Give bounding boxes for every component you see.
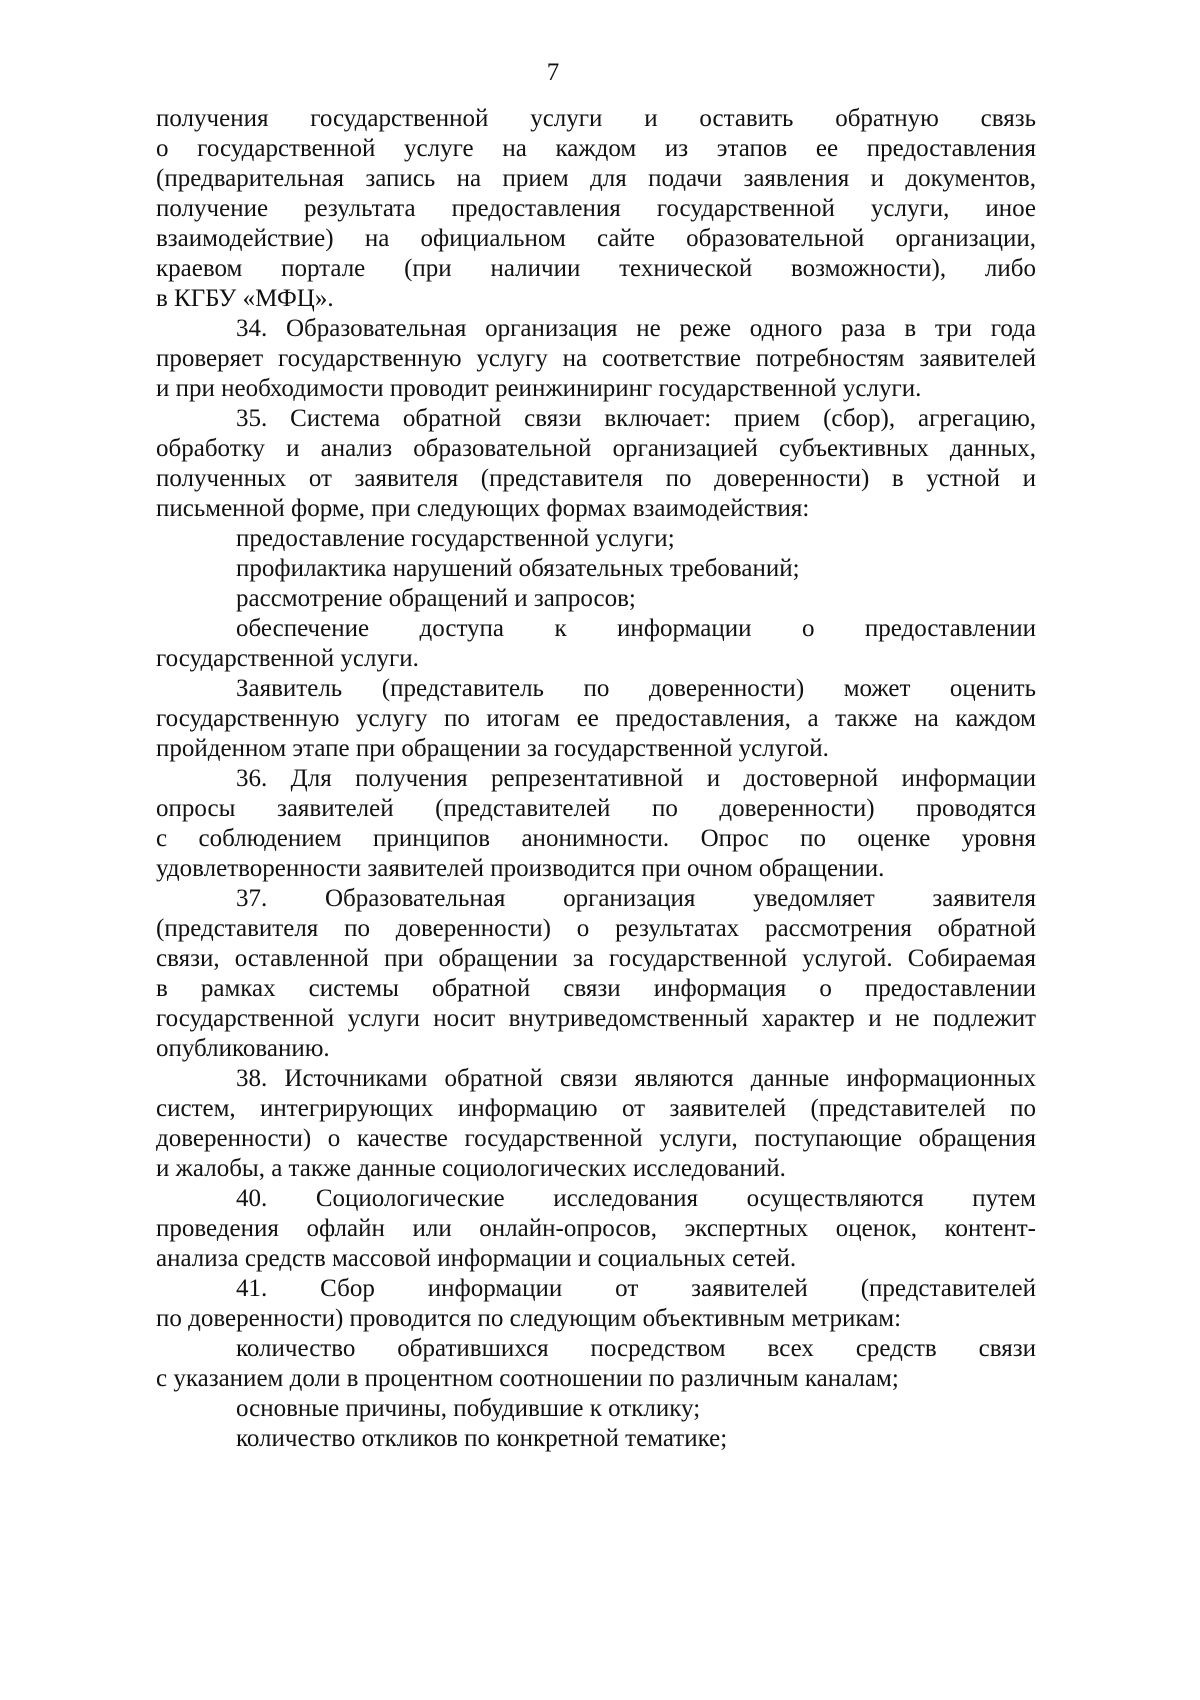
- text-line: с указанием доли в процентном соотношении по различным каналам;: [156, 1365, 899, 1392]
- text-line: количество обратившихся посредством всех средств связи: [236, 1335, 1036, 1362]
- text-line: взаимодействие) на официальном сайте образовательной организации,: [156, 225, 1036, 252]
- text-line: краевом портале (при наличии технической возможности), либо: [156, 255, 1036, 282]
- text-line: удовлетворенности заявителей производится при очном обращении.: [156, 855, 885, 882]
- text-line: опросы заявителей (представителей по доверенности) проводятся: [156, 795, 1036, 822]
- text-line: 38. Источниками обратной связи являются данные информационных: [236, 1065, 1036, 1092]
- text-line: (представителя по доверенности) о результатах рассмотрения обратной: [156, 915, 1036, 942]
- body-text: [156, 104, 1036, 1454]
- text-line: пройденном этапе при обращении за государственной услугой.: [156, 735, 829, 762]
- text-line: государственной услуги.: [156, 645, 419, 672]
- text-line: в КГБУ «МФЦ».: [156, 285, 334, 312]
- text-line: получения государственной услуги и оставить обратную связь: [156, 105, 1036, 132]
- text-line: 34. Образовательная организация не реже одного раза в три года: [236, 315, 1036, 342]
- text-line: рассмотрение обращений и запросов;: [236, 585, 636, 612]
- text-line: количество откликов по конкретной тематике;: [236, 1425, 728, 1452]
- text-line: о государственной услуге на каждом из этапов ее предоставления: [156, 135, 1036, 162]
- text-line: 37. Образовательная организация уведомляет заявителя: [236, 885, 1036, 912]
- text-line: обеспечение доступа к информации о предоставлении: [236, 615, 1036, 642]
- text-line: основные причины, побудившие к отклику;: [236, 1395, 701, 1422]
- text-line: анализа средств массовой информации и социальных сетей.: [156, 1245, 797, 1272]
- text-line: 36. Для получения репрезентативной и достоверной информации: [236, 765, 1036, 792]
- text-line: опубликованию.: [156, 1035, 330, 1062]
- text-line: обработку и анализ образовательной организацией субъективных данных,: [156, 435, 1036, 462]
- text-line: и при необходимости проводит реинжиниринг государственной услуги.: [156, 375, 922, 402]
- text-line: Заявитель (представитель по доверенности) может оценить: [236, 675, 1036, 702]
- text-line: государственной услуги носит внутриведомственный характер и не подлежит: [156, 1005, 1036, 1032]
- text-line: проверяет государственную услугу на соответствие потребностям заявителей: [156, 345, 1036, 372]
- text-line: полученных от заявителя (представителя по доверенности) в устной и: [156, 465, 1036, 492]
- text-line: (предварительная запись на прием для подачи заявления и документов,: [156, 165, 1036, 192]
- text-line: по доверенности) проводится по следующим объективным метрикам:: [156, 1305, 902, 1332]
- text-line: получение результата предоставления государственной услуги, иное: [156, 195, 1036, 222]
- text-line: проведения офлайн или онлайн-опросов, экспертных оценок, контент-: [156, 1215, 1036, 1242]
- text-line: и жалобы, а также данные социологических исследований.: [156, 1155, 786, 1182]
- text-line: профилактика нарушений обязательных требований;: [236, 555, 800, 582]
- text-line: предоставление государственной услуги;: [236, 525, 675, 552]
- text-line: государственную услугу по итогам ее предоставления, а также на каждом: [156, 705, 1036, 732]
- text-line: систем, интегрирующих информацию от заявителей (представителей по: [156, 1095, 1036, 1122]
- text-line: с соблюдением принципов анонимности. Опрос по оценке уровня: [156, 825, 1036, 852]
- text-line: связи, оставленной при обращении за государственной услугой. Собираемая: [156, 945, 1036, 972]
- text-line: доверенности) о качестве государственной услуги, поступающие обращения: [156, 1125, 1036, 1152]
- page-number: 7: [546, 59, 560, 86]
- text-line: 41. Сбор информации от заявителей (представителей: [236, 1275, 1036, 1302]
- text-line: 35. Система обратной связи включает: прием (сбор), агрегацию,: [236, 405, 1036, 432]
- text-line: 40. Социологические исследования осуществляются путем: [236, 1185, 1036, 1212]
- text-line: в рамках системы обратной связи информация о предоставлении: [156, 975, 1036, 1002]
- text-line: письменной форме, при следующих формах взаимодействия:: [156, 495, 810, 522]
